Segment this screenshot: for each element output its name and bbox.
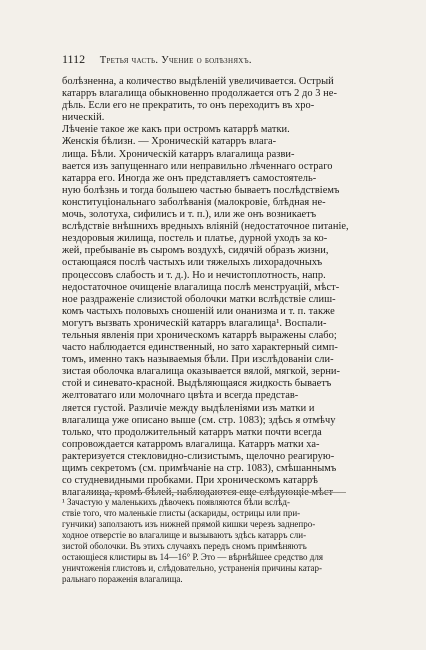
text-line: томъ, именно такъ называемыя бѣли. При изслѣдованіи сли- xyxy=(62,354,334,366)
text-line: остающаяся послѣ частыхъ или тяжелыхъ лихорадочныхъ xyxy=(62,257,323,269)
footnote-line: ствіе того, что маленькіе глисты (аскариды, острицы или при- xyxy=(62,508,301,518)
footnote-line: остающіеся клистиры въ 14—16° Р. Это — вѣрнѣйшее средство для xyxy=(62,552,323,562)
text-line: вается изъ запущеннаго или неправильно лѣченнаго остраго xyxy=(62,160,333,172)
text-line: рактеризуется стекловидно-слизистымъ, щелочно реагирую- xyxy=(62,450,335,462)
text-line: со студневидными пробками. При хроническомъ катаррѣ xyxy=(62,475,318,487)
footnote-divider xyxy=(86,492,346,493)
text-line: лища. Бѣли. Хроническій катарръ влагалища разви- xyxy=(62,148,295,160)
page-number: 1112 xyxy=(62,52,86,66)
text-line: часто наблюдается единственный, но зато характерный симп- xyxy=(62,342,338,354)
footnote-line: ральнаго пораженія влагалища. xyxy=(62,574,183,584)
text-line: вслѣдствіе внѣшнихъ вредныхъ вліяній (недостаточное питаніе, xyxy=(62,221,349,233)
running-title: Третья часть. Учение о болѣзняхъ. xyxy=(99,55,252,66)
footnote-line: уничтоженія глистовъ и, слѣдовательно, устраненія причины катар- xyxy=(62,563,323,573)
text-line: жей, пребываніе въ сыромъ воздухѣ, сидячій образъ жизни, xyxy=(62,245,329,257)
text-line: влагалища, кромѣ бѣлей, наблюдаются еще слѣдующіе мѣст- xyxy=(62,487,337,499)
footnote-line: ходное отверстіе во влагалище и вызываютъ здѣсь катарръ сли- xyxy=(62,530,307,540)
text-line: ническій. xyxy=(62,112,105,124)
text-line: сопровождается катарромъ влагалища. Катарръ матки ха- xyxy=(62,438,320,450)
text-line: конституціональнаго заболѣванія (малокровіе, блѣдная не- xyxy=(62,196,326,208)
text-line: недостаточное очищеніе влагалища послѣ менструацій, мѣст- xyxy=(62,281,340,293)
footnote xyxy=(62,497,374,585)
text-line: щимъ секретомъ (см. примѣчаніе на стр. 1083), смѣшаннымъ xyxy=(62,463,337,474)
text-line: нездоровыя жилища, постель и платье, дурной уходъ за ко- xyxy=(62,233,328,245)
text-line: только, что продолжительный катарръ матки почти всегда xyxy=(62,426,322,438)
text-line: катарръ влагалища обыкновенно продолжается отъ 2 до 3 не- xyxy=(62,88,337,100)
text-line: ную болѣзнь и тогда большею частью бываетъ послѣдствіемъ xyxy=(62,184,340,196)
text-line: желтоватаго или молочнаго цвѣта и всегда представ- xyxy=(62,390,299,402)
main-text xyxy=(62,76,374,499)
text-line: дѣль. Если его не прекратить, то онъ переходитъ въ хро- xyxy=(62,100,315,112)
footnote-line: ¹ Зачастую у маленькихъ дѣвочекъ появляются бѣли вслѣд- xyxy=(62,497,290,507)
text-line: могутъ вызвать хроническій катарръ влагалища¹. Воспали- xyxy=(62,317,327,329)
text-line: процессовъ слабость и т. д.). Но и нечистоплотность, напр. xyxy=(62,269,326,281)
text-line: болѣзненна, а количество выдѣленій увеличивается. Острый xyxy=(62,76,334,87)
text-line: влагалища уже описано выше (см. стр. 1083); здѣсь я отмѣчу xyxy=(62,414,336,426)
text-line: тельныя явленія при хроническомъ катаррѣ выражены слабо; xyxy=(62,329,337,341)
running-header xyxy=(62,52,374,68)
text-line: стой и синевато-красной. Выдѣляющаяся жидкость бываетъ xyxy=(62,378,332,390)
text-line: комъ частыхъ половыхъ сношеній или онанизма и т. п. также xyxy=(62,305,335,317)
text-line: мочь, золотуха, сифилисъ и т. п.), или же онъ возникаетъ xyxy=(62,209,317,221)
footnote-line: гунчики) заползаютъ изъ нижней прямой кишки черезъ заднепро- xyxy=(62,519,316,529)
text-line: зистая оболочка влагалища оказывается вялой, мягкой, зерни- xyxy=(62,366,341,378)
text-line: катарра его. Иногда же онъ представляетъ самостоятель- xyxy=(62,172,317,184)
text-line: ное раздраженіе слизистой оболочки матки вслѣдствіе слиш- xyxy=(62,293,336,305)
footnote-line: зистой оболочки. Въ этихъ случаяхъ передъ сномъ примѣняютъ xyxy=(62,541,307,551)
text-line: ляется густой. Различіе между выдѣленіями изъ матки и xyxy=(62,402,315,414)
text-line: Женскія бѣлизн. — Хроническій катарръ влага- xyxy=(62,136,277,148)
text-line: Лѣченіе такое же какъ при остромъ катаррѣ матки. xyxy=(62,124,290,136)
